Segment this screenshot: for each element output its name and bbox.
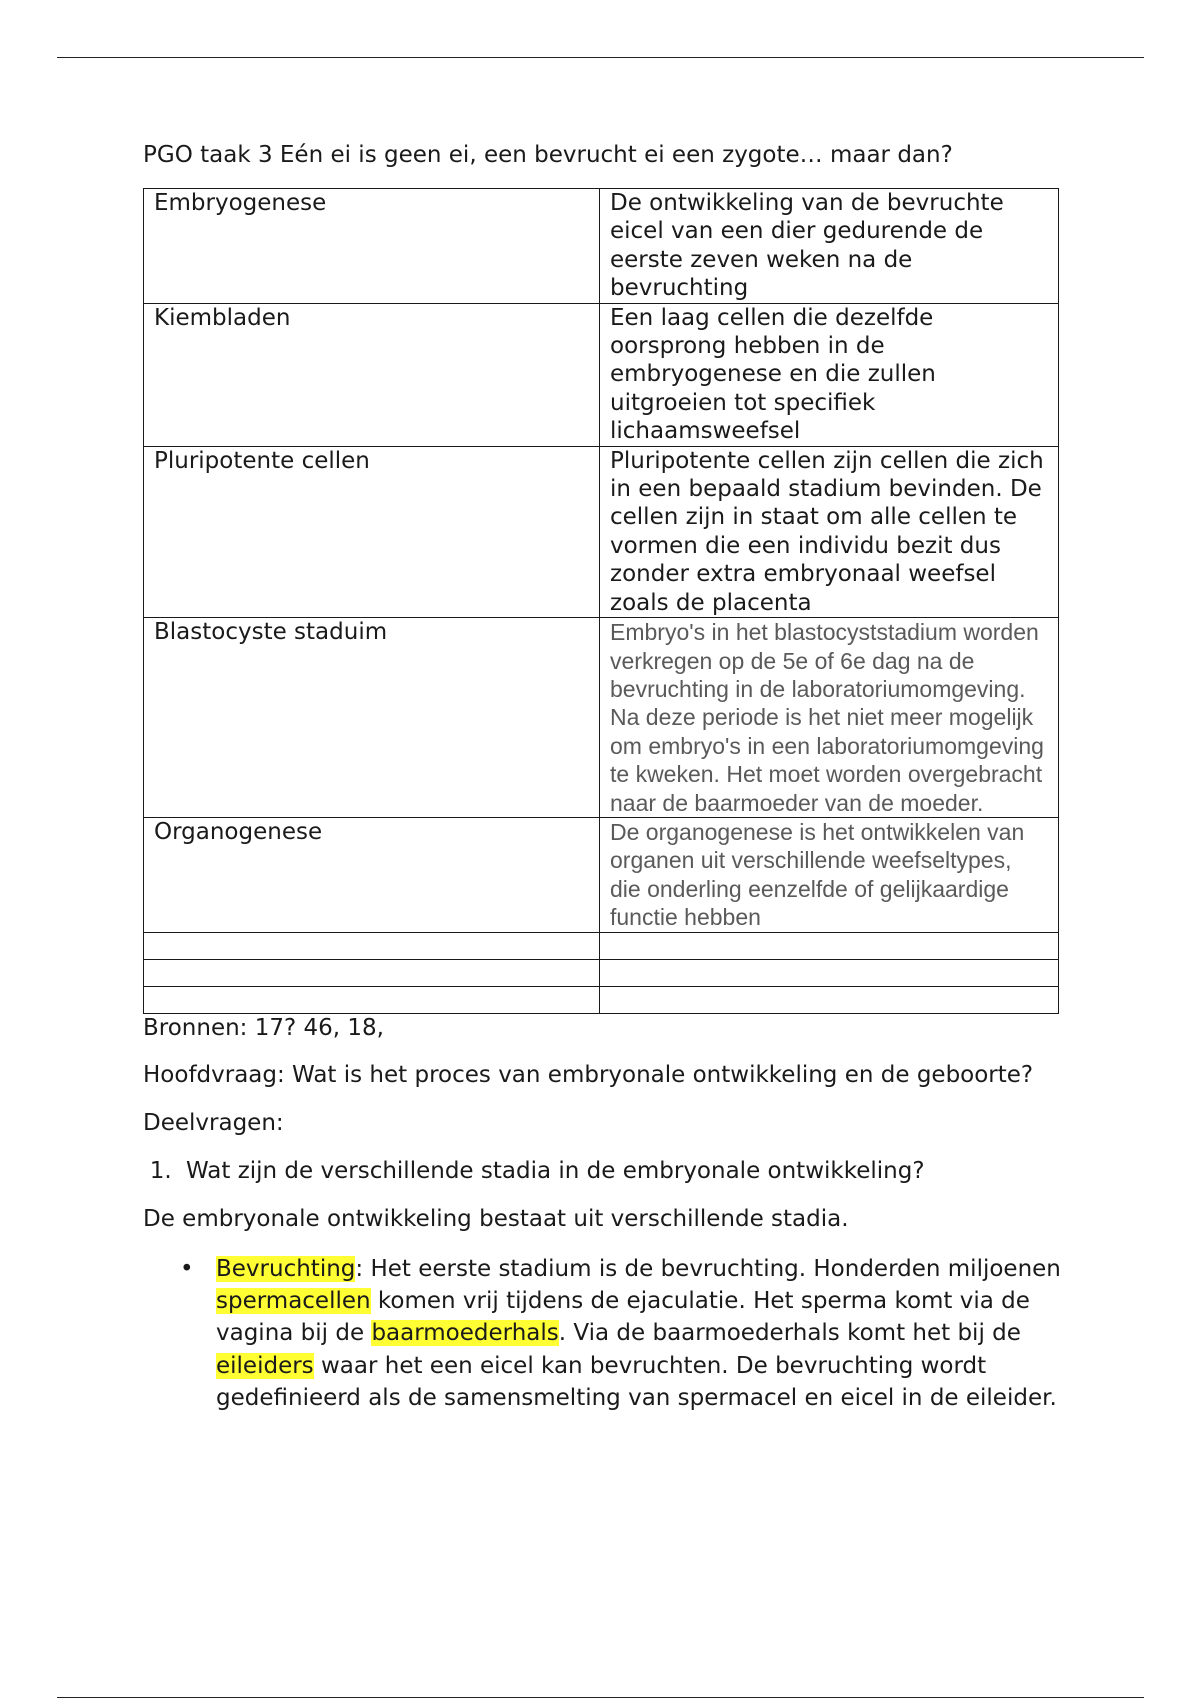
table-row [144, 303, 1059, 446]
definition-cell: Embryo's in het blastocyststadium worden verkregen op de 5e of 6e dag na de bevruchting in de laboratoriumomgeving. Na deze periode is het niet meer mogelijk om embryo's in een laboratoriumomgeving te kweken. Het moet worden overgebracht naar de baarmoeder van de moeder. [600, 618, 1059, 818]
table-row [144, 618, 1059, 818]
glossary-table [143, 188, 1059, 1014]
highlighted-keyword: eileiders [216, 1352, 314, 1379]
main-question: Hoofdvraag: Wat is het proces van embryonale ontwikkeling en de geboorte? [143, 1061, 1034, 1088]
term-cell: Kiembladen [144, 303, 600, 446]
header-rule [57, 57, 1144, 58]
empty-table-row [144, 959, 1059, 986]
sub-questions-list [143, 1155, 1063, 1187]
body-text: waar het een eicel kan bevruchten. De bevruchting wordt gedefinieerd als de samensmelting van spermacel en eicel in de eileider. [216, 1352, 1057, 1412]
term-cell: Organogenese [144, 817, 600, 932]
stages-list [143, 1253, 1063, 1415]
body-text: : Het eerste stadium is de bevruchting. Honderden miljoenen [355, 1255, 1061, 1282]
sub-questions-label: Deelvragen: [143, 1109, 284, 1136]
empty-cell [600, 986, 1059, 1013]
list-item: 1. Wat zijn de verschillende stadia in de embryonale ontwikkeling? [179, 1155, 1063, 1187]
body-text: . Via de baarmoederhals komt het bij de [558, 1320, 1021, 1347]
document-title: PGO taak 3 Eén ei is geen ei, een bevrucht ei een zygote… maar dan? [143, 142, 953, 168]
empty-cell [144, 932, 600, 959]
highlighted-keyword: Bevruchting [216, 1255, 356, 1282]
table-row [144, 189, 1059, 304]
term-cell: Blastocyste staduim [144, 618, 600, 818]
page-content [143, 140, 1063, 1415]
table-row [144, 446, 1059, 617]
footer-rule [57, 1697, 1144, 1698]
definition-cell: De organogenese is het ontwikkelen van organen uit verschillende weefseltypes, die onderling eenzelfde of gelijkaardige functie hebben [600, 817, 1059, 932]
empty-cell [144, 986, 600, 1013]
empty-cell [144, 959, 600, 986]
term-cell: Embryogenese [144, 189, 600, 304]
list-item [180, 1253, 1063, 1415]
term-cell: Pluripotente cellen [144, 446, 600, 617]
table-row [144, 817, 1059, 932]
empty-cell [600, 932, 1059, 959]
empty-table-row [144, 932, 1059, 959]
answer-intro: De embryonale ontwikkeling bestaat uit verschillende stadia. [143, 1205, 849, 1232]
empty-cell [600, 959, 1059, 986]
body-text: komen vrij tijdens de ejaculatie. Het sperma komt via de vagina bij de [216, 1287, 1030, 1347]
empty-table-row [144, 986, 1059, 1013]
highlighted-keyword: spermacellen [216, 1287, 371, 1314]
definition-cell: De ontwikkeling van de bevruchte eicel van een dier gedurende de eerste zeven weken na de bevruchting [600, 189, 1059, 304]
bullet-icon: • [180, 1255, 194, 1282]
sources-line: Bronnen: 17? 46, 18, [143, 1014, 384, 1041]
highlighted-keyword: baarmoederhals [371, 1320, 559, 1347]
definition-cell: Pluripotente cellen zijn cellen die zich in een bepaald stadium bevinden. De cellen zijn in staat om alle cellen te vormen die een individu bezit dus zonder extra embryonaal weefsel zoals de placenta [600, 446, 1059, 617]
definition-cell: Een laag cellen die dezelfde oorsprong hebben in de embryogenese en die zullen uitgroeien tot specifiek lichaamsweefsel [600, 303, 1059, 446]
